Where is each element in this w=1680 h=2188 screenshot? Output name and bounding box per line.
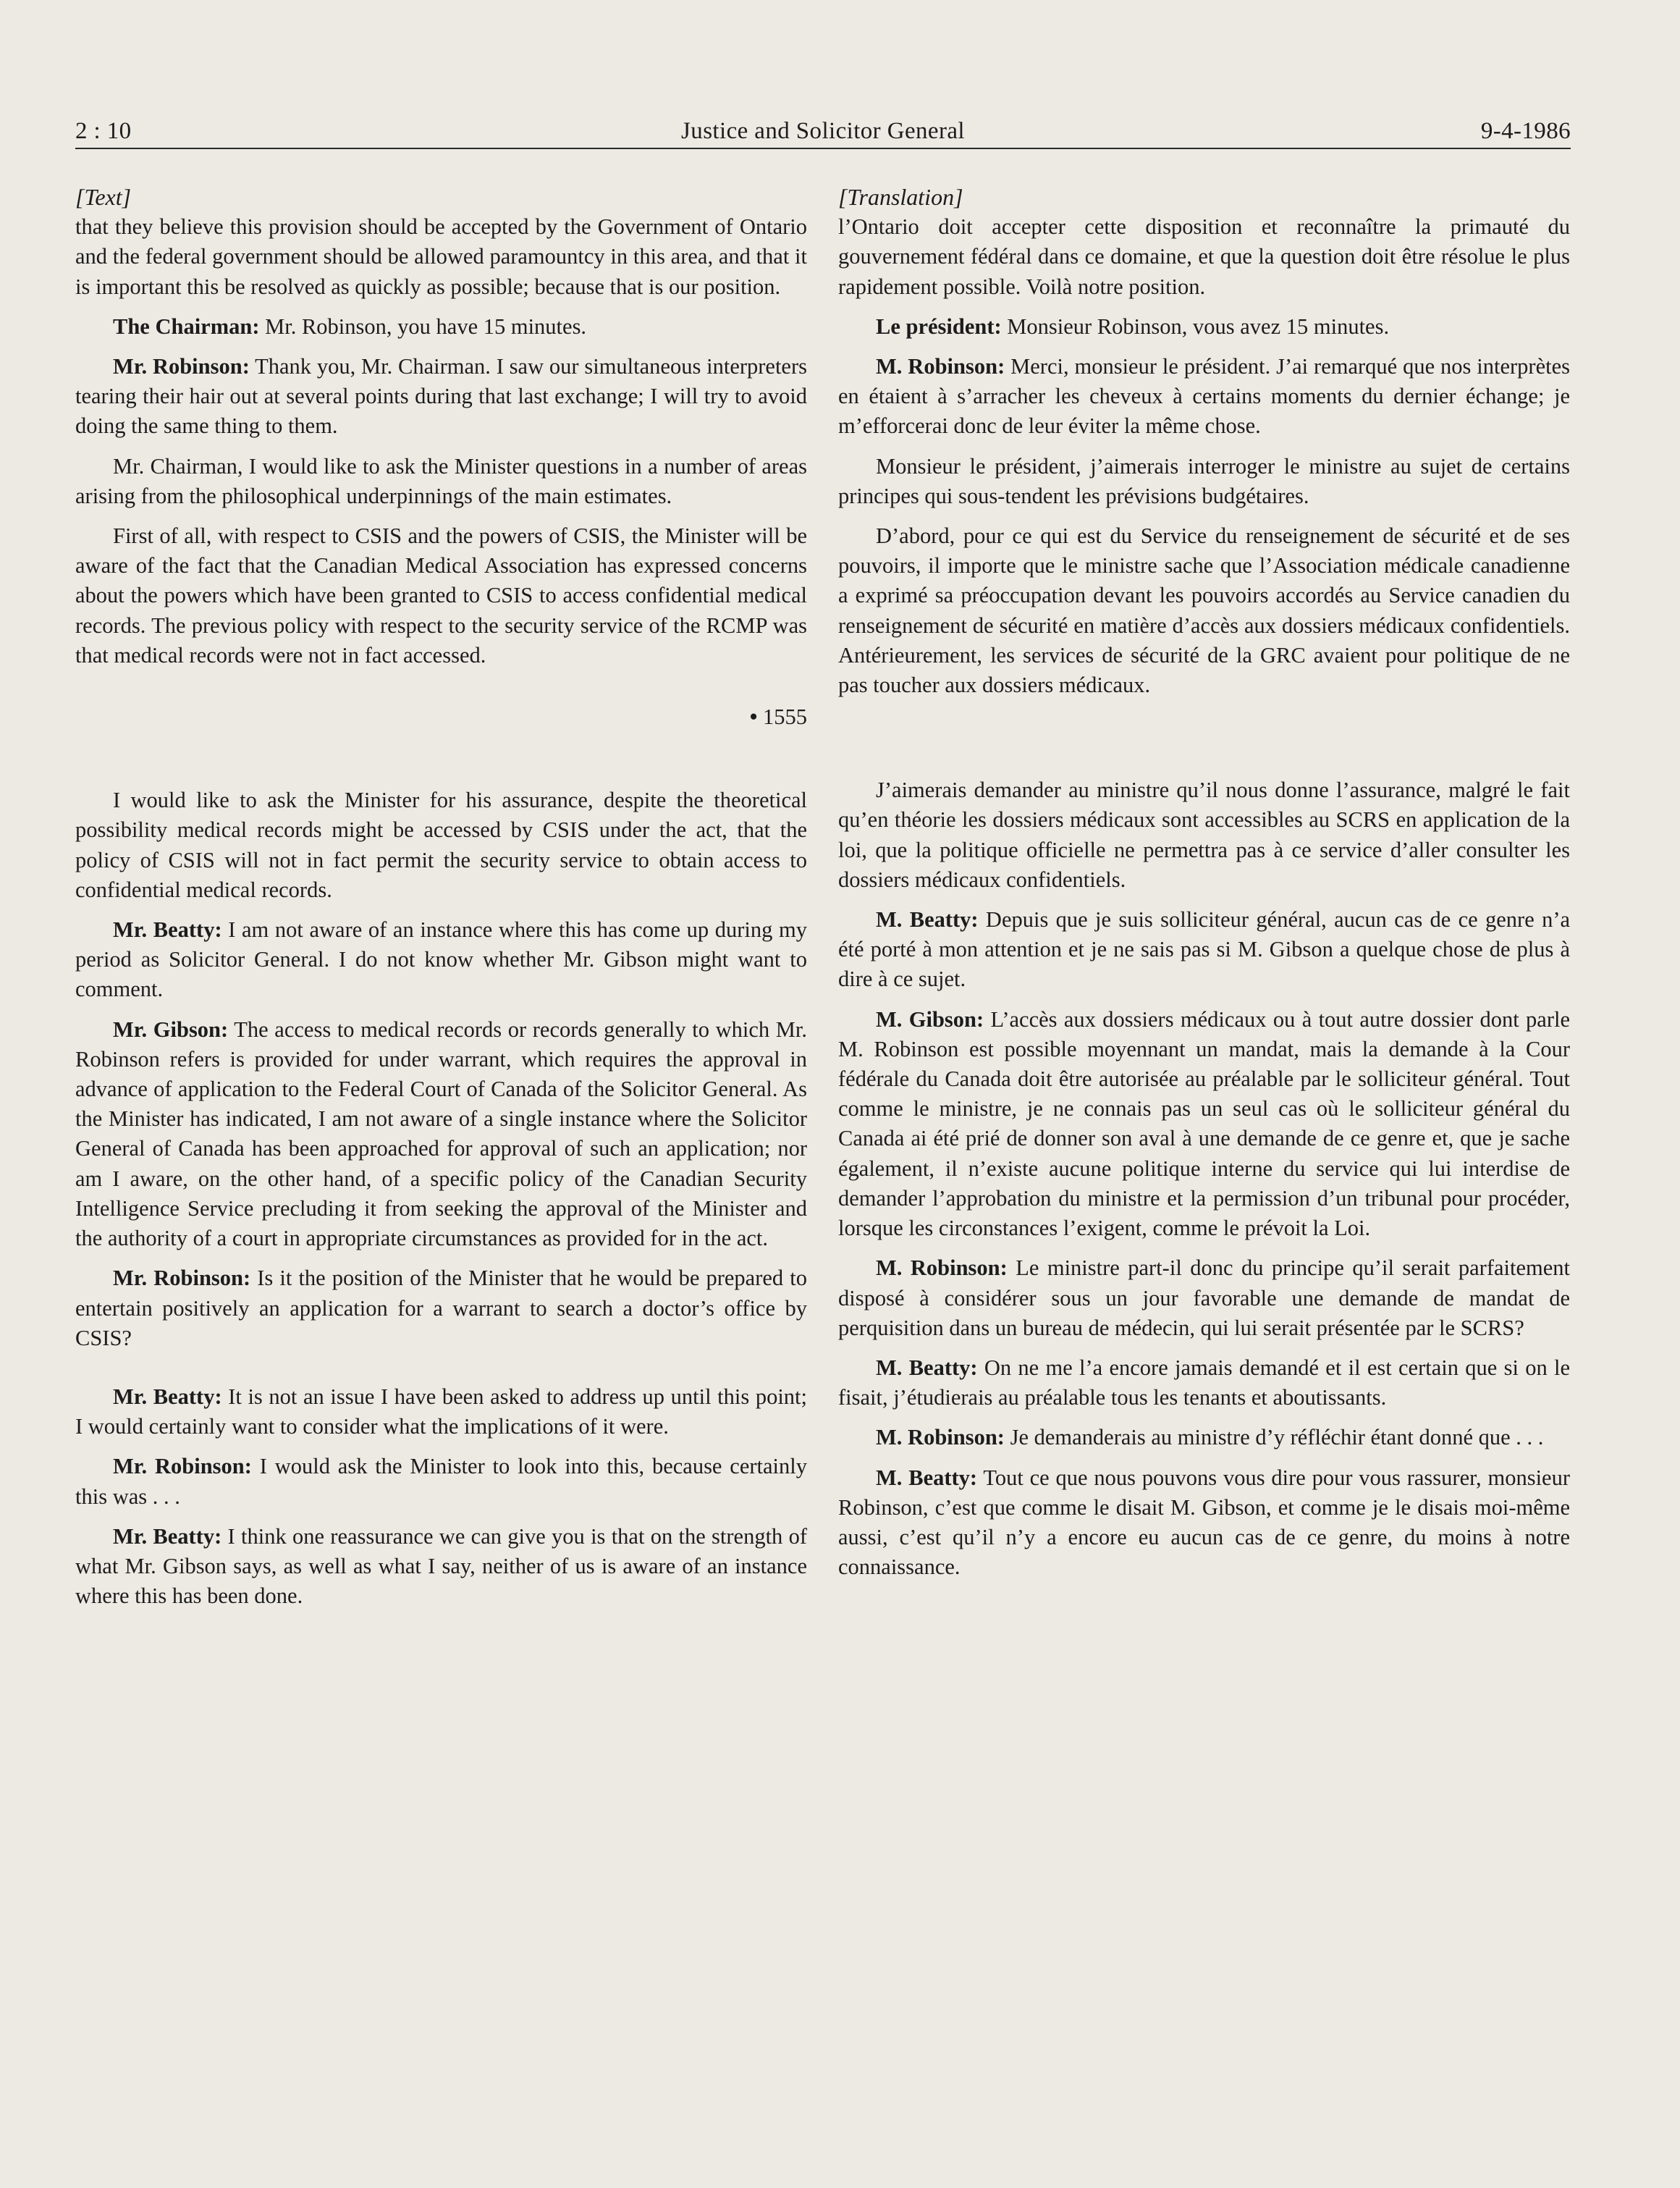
paragraph: Mr. Beatty: I think one reassurance we can give you is that on the strength of what Mr. Gibson says, as well as what I say, neither of us is aware of an instance where this has been done. xyxy=(75,1523,807,1609)
paragraph: Mr. Chairman, I would like to ask the Minister questions in a number of areas arising from the philosophical underpinnings of the main estimates. xyxy=(75,453,807,508)
paragraph: Mr. Beatty: I am not aware of an instance where this has come up during my period as Solicitor General. I do not know whether Mr. Gibson might want to comment. xyxy=(75,917,807,1002)
paragraph: M. Robinson: Le ministre part-il donc du principe qu’il serait parfaitement disposé à considérer sous un jour favorable une demande de mandat de perquisition dans un bureau de médecin, qui lui serait présentée par le SCRS? xyxy=(838,1255,1570,1340)
paragraph: M. Beatty: On ne me l’a encore jamais demandé et il est certain que si on le fisait, j’étudierais au préalable tous les tenants et aboutissants. xyxy=(838,1355,1571,1410)
paragraph: M. Robinson: Merci, monsieur le président. J’ai remarqué que nos interprètes en étaient à s’arracher les cheveux à certains moments du dernier échange; je m’efforcerai donc de leur éviter la même chose. xyxy=(838,354,1570,439)
spacer xyxy=(75,1363,807,1382)
paragraph: Monsieur le président, j’aimerais interroger le ministre au sujet de certains principes qui sous-tendent les prévisions budgétaires. xyxy=(838,453,1570,508)
speaker-name: Mr. Beatty: xyxy=(113,1384,222,1409)
paragraph: The Chairman: Mr. Robinson, you have 15 minutes. xyxy=(113,314,587,339)
speaker-name: Le président: xyxy=(876,314,1002,339)
speaker-name: Mr. Robinson: xyxy=(113,1454,252,1479)
translation-label: [Translation] xyxy=(838,184,963,210)
paragraph: Mr. Beatty: It is not an issue I have been asked to address up until this point; I would certainly want to consider what the implications of it were. xyxy=(75,1384,807,1439)
page-number: 2 : 10 xyxy=(75,118,132,144)
speaker-name: Mr. Beatty: xyxy=(113,917,222,943)
speaker-name: M. Robinson: xyxy=(876,1255,1008,1281)
paragraph: M. Beatty: Tout ce que nous pouvons vous dire pour vous rassurer, monsieur Robinson, c’est que comme le disait M. Gibson, et comme je le disais moi-même aussi, c’est qu’il n’y a encore eu aucun cas de ce genre, du moins à notre connaissance. xyxy=(838,1465,1570,1580)
time-stamp: 1555 xyxy=(763,704,807,730)
speaker-name: Mr. Robinson: xyxy=(113,354,250,379)
english-column xyxy=(75,182,807,1621)
speaker-name: M. Beatty: xyxy=(876,1465,978,1490)
spacer xyxy=(838,710,1570,775)
paragraph: Mr. Robinson: Thank you, Mr. Chairman. I saw our simultaneous interpreters tearing their hair out at several points during that last exchange; I will try to avoid doing the same thing to them. xyxy=(75,354,807,439)
speaker-name: M. Robinson: xyxy=(876,1425,1005,1450)
paragraph: M. Beatty: Depuis que je suis solliciteur général, aucun cas de ce genre n’a été porté à mon attention et je ne sais pas si M. Gibson a quelque chose de plus à dire à ce sujet. xyxy=(838,907,1571,992)
speaker-name: The Chairman: xyxy=(113,314,260,339)
speaker-name: Mr. Gibson: xyxy=(113,1017,229,1042)
header-date: 9-4-1986 xyxy=(1480,118,1571,144)
paragraph: M. Gibson: L’accès aux dossiers médicaux ou à tout autre dossier dont parle M. Robinson est possible moyennant un mandat, mais la demande à la Cour fédérale du Canada doit être autorisée au préalable par le solliciteur général. Tout comme le ministre, je ne connais pas un seul cas où le solliciteur général du Canada ai été prié de donner son aval à une demande de ce genre et, que je sache également, il n’existe aucune politique interne du service qui lui interdise de demander l’approbation du ministre et la permission d’un tribunal pour procéder, lorsque les circonstances l’exigent, comme le prévoit la Loi. xyxy=(838,1006,1571,1241)
paragraph: M. Robinson: Je demanderais au ministre d’y réfléchir étant donné que . . . xyxy=(876,1425,1544,1450)
paragraph: Mr. Robinson: I would ask the Minister to look into this, because certainly this was . . . xyxy=(75,1454,807,1509)
speaker-name: M. Beatty: xyxy=(876,907,979,933)
paragraph: I would like to ask the Minister for his assurance, despite the theoretical possibility medical records might be accessed by CSIS under the act, that the policy of CSIS will not in fact permit the security service to obtain access to confidential medical records. xyxy=(75,788,807,902)
speaker-name: Mr. Beatty: xyxy=(113,1523,222,1549)
paragraph: l’Ontario doit accepter cette disposition et reconnaître la primauté du gouvernement fédéral dans ce domaine, et que la question doit être résolue le plus rapidement possible. Voilà notre position. xyxy=(838,214,1570,299)
speaker-name: M. Gibson: xyxy=(876,1006,984,1032)
text-label: [Text] xyxy=(75,184,132,210)
paragraph: D’abord, pour ce qui est du Service du renseignement de sécurité et de ses pouvoirs, il importe que le ministre sache que l’Association médicale canadienne a exprimé sa préoccupation devant les pouvoirs accordés au Service canadien du renseignement de sécurité en matière d’accès aux dossiers médicaux confidentiels. Antérieurement, les services de sécurité de la GRC avaient pour politique de ne pas toucher aux dossiers médicaux. xyxy=(838,523,1570,698)
text-label-word: Text xyxy=(84,184,122,210)
speaker-name: Mr. Robinson: xyxy=(113,1266,251,1291)
translation-label-word: Translation xyxy=(847,184,955,210)
bullet-icon: • xyxy=(749,704,758,730)
paragraph: Mr. Robinson: Is it the position of the Minister that he would be prepared to entertain positively an application for a warrant to search a doctor’s office by CSIS? xyxy=(75,1266,807,1350)
french-column xyxy=(838,182,1570,1592)
header-title: Justice and Solicitor General xyxy=(681,118,965,144)
paragraph: that they believe this provision should be accepted by the Government of Ontario and the federal government should be allowed paramountcy in this area, and that it is important this be resolved as quickly as possible; because that is our position. xyxy=(75,214,807,299)
running-header xyxy=(75,106,1571,149)
speaker-name: M. Robinson: xyxy=(876,354,1005,379)
paragraph: Le président: Monsieur Robinson, vous avez 15 minutes. xyxy=(876,314,1390,339)
time-marker xyxy=(75,702,807,732)
paragraph: First of all, with respect to CSIS and the powers of CSIS, the Minister will be aware of the fact that the Canadian Medical Association has expressed concerns about the powers which have been granted to CSIS to access confidential medical records. The previous policy with respect to the security service of the RCMP was that medical records were not in fact accessed. xyxy=(75,523,807,668)
speaker-name: M. Beatty: xyxy=(876,1355,978,1380)
paragraph: Mr. Gibson: The access to medical records or records generally to which Mr. Robinson refers is provided for under warrant, which requires the approval in advance of application to the Federal Court of Canada of the Solicitor General. As the Minister has indicated, I am not aware of a single instance where the Solicitor General of Canada has been approached for approval of such an application; nor am I aware, on the other hand, of a specific policy of the Canadian Security Intelligence Service precluding it from seeking the approval of the Minister and the authority of a court in appropriate circumstances as provided for in the act. xyxy=(75,1017,807,1251)
paragraph: J’aimerais demander au ministre qu’il nous donne l’assurance, malgré le fait qu’en théorie les dossiers médicaux sont accessibles au SCRS en application de la loi, que la politique officielle ne permettra pas à ce service d’aller consulter les dossiers médicaux confidentiels. xyxy=(838,778,1570,892)
